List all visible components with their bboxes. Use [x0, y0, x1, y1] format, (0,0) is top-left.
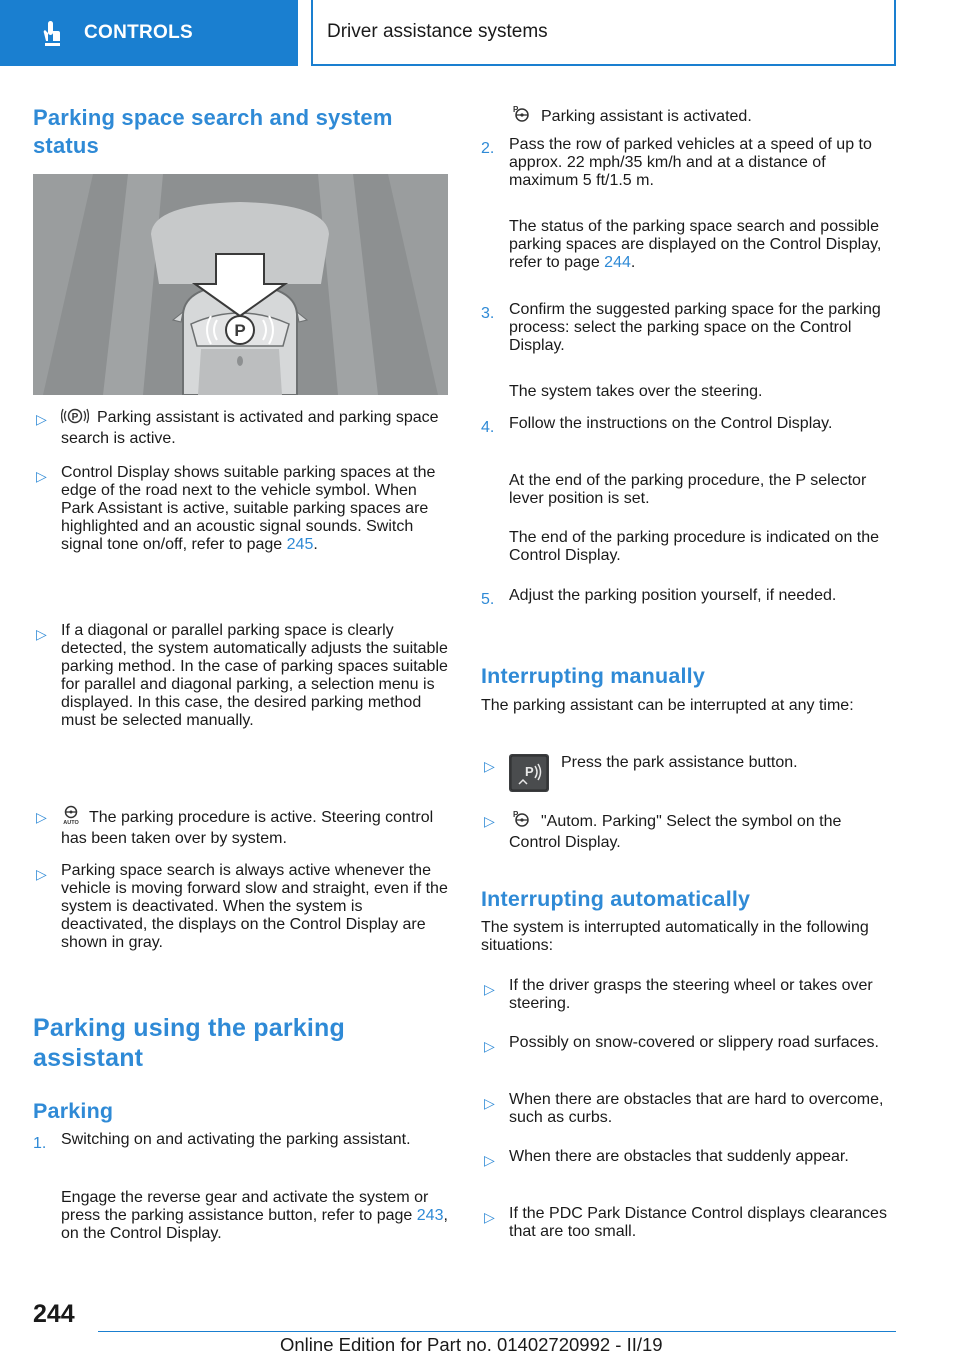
heading-parking: Parking	[33, 1099, 114, 1123]
bullet-text: Possibly on snow-covered or slippery road surfaces.	[509, 1034, 879, 1051]
page-number: 244	[33, 1300, 75, 1328]
step-text: Pass the row of parked vehicles at a speed of up to approx. 22 mph/35 km/h and at a distance of maximum 5 ft/1.5 m.	[509, 136, 872, 189]
step-text: Adjust the parking position yourself, if needed.	[509, 587, 837, 604]
list-item	[481, 977, 897, 1013]
heading-interrupting-automatically: Interrupting automatically	[481, 887, 751, 911]
bullet-text: When there are obstacles that suddenly appear.	[509, 1148, 849, 1165]
bullet-triangle-icon: ▷	[484, 981, 495, 997]
parking-assistant-icon	[509, 104, 533, 129]
list-item	[481, 1091, 897, 1127]
park-assistance-button-icon	[509, 754, 549, 792]
step-3	[481, 301, 897, 355]
bullet-text: Press the park assistance button.	[561, 754, 798, 771]
page-link-244[interactable]: 244	[604, 254, 631, 271]
svg-text:P: P	[71, 412, 79, 423]
page-link-243[interactable]: 243	[416, 1207, 444, 1224]
list-item	[481, 754, 897, 792]
manual-intro: The parking assistant can be interrupted at any time:	[481, 697, 854, 714]
hand-pointer-icon	[38, 18, 66, 48]
step-1-paragraph: Engage the reverse gear and activate the system or press the parking assistance button, refer to page 243, on the Control Display.	[61, 1189, 448, 1242]
svg-text:AUTO: AUTO	[63, 820, 79, 825]
step-number: 2.	[481, 140, 495, 157]
autom-parking-icon	[509, 809, 533, 834]
step-text: Confirm the suggested parking space for the parking process: select the parking space on the Control Display.	[509, 301, 881, 354]
list-item	[481, 1148, 897, 1173]
bullet-text: Control Display shows suitable parking spaces at the edge of the road next to the vehicle symbol. When Park Assistant is active, suitable parking spaces are highlighted and an acoustic signal sounds. Switch signal tone on/off, refer to page	[61, 464, 436, 553]
bullet-triangle-icon: ▷	[484, 758, 495, 774]
bullet-text: The parking procedure is active. Steering control has been taken over by system.	[61, 809, 434, 847]
bullet-triangle-icon: ▷	[36, 468, 47, 484]
step-2	[481, 136, 897, 190]
bullet-triangle-icon: ▷	[36, 866, 47, 882]
heading-parking-using-assistant: Parking using the parking assistant	[33, 1014, 345, 1072]
list-item	[33, 407, 449, 448]
step-text: Switching on and activating the parking assistant.	[61, 1131, 411, 1148]
activated-text: Parking assistant is activated.	[541, 108, 752, 125]
step-number: 1.	[33, 1135, 47, 1152]
step-5	[481, 587, 897, 612]
step-number: 3.	[481, 305, 495, 322]
svg-text:P: P	[525, 764, 534, 779]
step-4	[481, 415, 897, 440]
list-item	[33, 862, 449, 952]
svg-text:P: P	[513, 810, 519, 819]
footer-divider	[98, 1331, 896, 1332]
bullet-text: If the driver grasps the steering wheel or takes over steering.	[509, 977, 873, 1012]
heading-interrupting-manually: Interrupting manually	[481, 664, 705, 688]
list-item	[33, 805, 449, 848]
bullet-triangle-icon: ▷	[36, 411, 47, 427]
bullet-text: If a diagonal or parallel parking space is clearly detected, the system automatically adjusts the suitable parking method. In the case of parking spaces suitable for parallel and diagonal parking, a selection menu is displayed. In this case, the desired parking method must be selected manually.	[61, 622, 448, 729]
activated-line	[509, 104, 899, 129]
list-item	[481, 1205, 897, 1241]
bullet-triangle-icon: ▷	[484, 1209, 495, 1225]
bullet-text: If the PDC Park Distance Control displays clearances that are too small.	[509, 1205, 887, 1240]
bullet-triangle-icon: ▷	[36, 626, 47, 642]
step-4-paragraph-2: The end of the parking procedure is indicated on the Control Display.	[509, 529, 880, 564]
footer-edition: Online Edition for Part no. 01402720992 - II/19	[280, 1334, 663, 1355]
list-item	[33, 622, 449, 730]
bullet-text: Parking space search is always active whenever the vehicle is moving forward slow and straight, even if the system is deactivated. When the system is deactivated, the displays on the Control Display are shown in gray.	[61, 862, 448, 951]
page-link-245[interactable]: 245	[286, 536, 314, 553]
step-2-paragraph: The status of the parking space search and possible parking spaces are displayed on the Control Display, refer to page 244.	[509, 218, 882, 271]
step-4-paragraph-1: At the end of the parking procedure, the P selector lever position is set.	[509, 472, 867, 507]
bullet-triangle-icon: ▷	[484, 813, 495, 829]
step-1	[33, 1131, 449, 1156]
bullet-triangle-icon: ▷	[484, 1038, 495, 1054]
bullet-text: "Autom. Parking" Select the symbol on the Control Display.	[509, 813, 842, 851]
list-item	[481, 809, 897, 852]
step-3-paragraph: The system takes over the steering.	[509, 383, 763, 400]
svg-text:P: P	[234, 321, 246, 340]
bullet-triangle-icon: ▷	[36, 809, 47, 825]
chapter-title: Driver assistance systems	[327, 21, 548, 42]
heading-parking-space-search: Parking space search and system status	[33, 105, 393, 158]
step-number: 4.	[481, 419, 495, 436]
step-number: 5.	[481, 591, 495, 608]
bullet-triangle-icon: ▷	[484, 1152, 495, 1168]
step-text: Follow the instructions on the Control Display.	[509, 415, 833, 432]
chapter-header	[311, 0, 896, 66]
auto-intro: The system is interrupted automatically in the following situations:	[481, 919, 869, 954]
list-item	[481, 1034, 897, 1059]
svg-text:P: P	[513, 105, 519, 114]
section-tab	[0, 0, 298, 66]
list-item: ▷ Control Display shows suitable parking spaces at the edge of the road next to the vehicle symbol. When Park Assistant is active, suitable parking spaces are highlighted and an acoustic signal sounds. Switch signal tone on/off, refer to page 245.	[33, 464, 449, 554]
bullet-text: When there are obstacles that are hard to overcome, such as curbs.	[509, 1091, 884, 1126]
parking-assistant-illustration	[33, 174, 448, 395]
steering-auto-icon	[61, 805, 81, 830]
bullet-triangle-icon: ▷	[484, 1095, 495, 1111]
bullet-text: Parking assistant is activated and parking space search is active.	[61, 409, 439, 447]
parking-search-icon	[61, 407, 89, 430]
section-title: CONTROLS	[84, 22, 194, 43]
